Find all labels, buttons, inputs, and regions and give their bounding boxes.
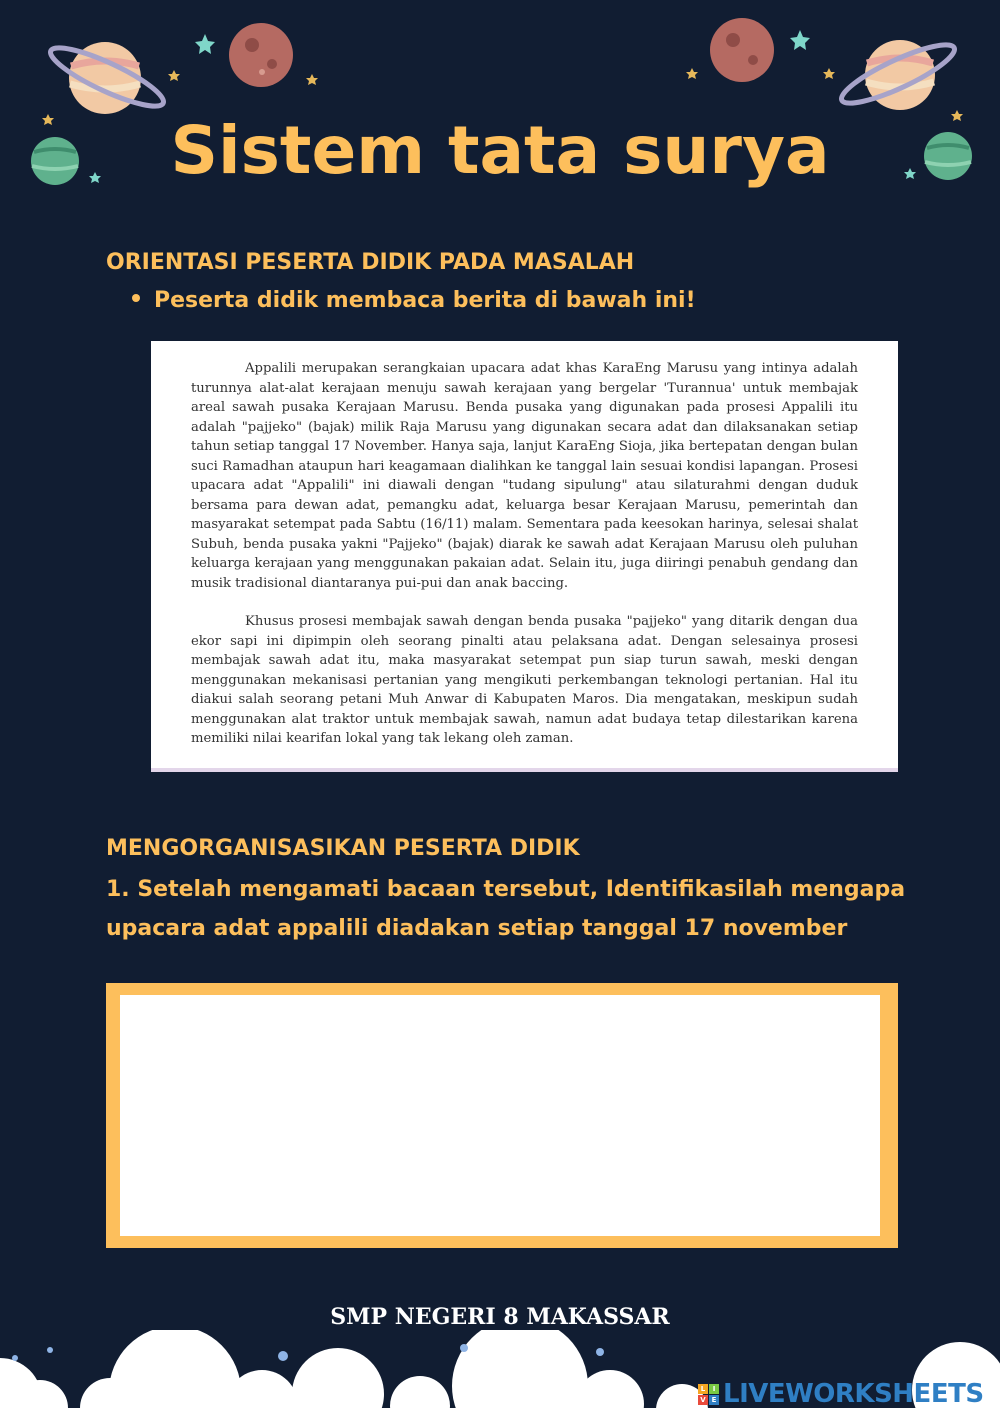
liveworksheets-logo[interactable] (698, 1378, 984, 1410)
section-heading-mengorganisasikan: MENGORGANISASIKAN PESERTA DIDIK (106, 836, 580, 861)
logo-text: LIVEWORKSHEETS (723, 1379, 984, 1409)
logo-mark-icon: L I V E (698, 1384, 719, 1405)
ringed-planet-icon (45, 38, 169, 116)
question-text: 1. Setelah mengamati bacaan tersebut, Identifikasilah mengapa upacara adat appalili diadakan setiap tanggal 17 november (106, 877, 906, 941)
article-paragraph: Khusus prosesi membajak sawah dengan benda pusaka "pajjeko" yang ditarik dengan dua ekor sapi ini dipimpin oleh seorang pinalti atau pelaksana adat. Dengan selesainya prosesi membajak sawah adat itu, maka masyarakat setempat pun siap turun sawah, meski dengan menggunakan mekanisasi pertanian yang mengikuti perkembangan teknologi pertanian. Hal itu diakui salah seorang petani Muh Anwar di Kabupaten Maros. Dia mengatakan, meskipun sudah menggunakan alat traktor untuk membajak sawah, namun adat budaya tetap dilestarikan karena memiliki nilai kearifan lokal yang tak lekang oleh zaman. (191, 614, 858, 746)
instruction-bullet (132, 288, 696, 313)
answer-input[interactable] (120, 995, 880, 1236)
ringed-planet-icon (836, 35, 960, 113)
page-title: Sistem tata surya (170, 112, 830, 189)
red-planet-icon (229, 23, 293, 87)
article-paragraph: Appalili merupakan serangkaian upacara adat khas KaraEng Marusu yang intinya adalah turunnya alat-alat kerajaan menuju sawah kerajaan yang bergelar 'Turannua' untuk membajak areal sawah pusaka Kerajaan Marusu. Benda pusaka yang digunakan pada prosesi Appalili itu adalah "pajjeko" (bajak) milik Raja Marusu yang digunakan secara adat dan dilaksanakan setiap tahun setiap tanggal 17 November. Hanya saja, lanjut KaraEng Sioja, jika bertepatan dengan bulan suci Ramadhan ataupun hari keagamaan dialihkan ke tanggal lain sesuai kondisi lapangan. Prosesi upacara adat "Appalili" ini diawali dengan "tudang sipulung" atau silaturahmi dengan duduk bersama para dewan adat, pemangku adat, keluarga besar Kerajaan Marusu, pemerintah dan masyarakat setempat pada Sabtu (16/11) malam. Sementara pada keesokan harinya, selesai shalat Subuh, benda pusaka yakni "Pajjeko" (bajak) diarak ke sawah adat Kerajaan Marusu oleh puluhan keluarga kerajaan yang menggunakan pakaian adat. Selain itu, juga diiringi penabuh gendang dan musik tradisional diantaranya pui-pui dan anak baccing. (191, 361, 858, 591)
news-article (151, 341, 898, 772)
section-heading-orientasi: ORIENTASI PESERTA DIDIK PADA MASALAH (106, 250, 635, 275)
school-name: SMP NEGERI 8 MAKASSAR (330, 1304, 670, 1330)
red-planet-icon (710, 18, 774, 82)
instruction-text: Peserta didik membaca berita di bawah ini! (154, 288, 696, 313)
answer-frame (106, 983, 898, 1248)
bullet-dot (132, 294, 140, 302)
